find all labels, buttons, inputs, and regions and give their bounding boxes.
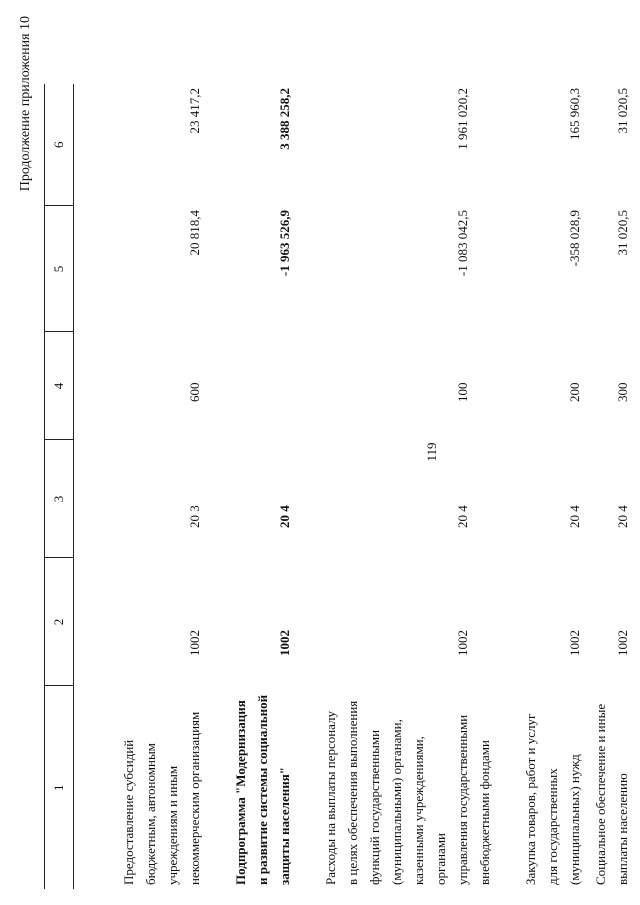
table-body bbox=[74, 84, 635, 889]
cell-name-line: Подпрограмма "Модернизация bbox=[233, 700, 248, 885]
cell-amount-total: 165 960,3 bbox=[567, 88, 582, 140]
cell-name-line: (муниципальных) нужд bbox=[567, 754, 582, 885]
continuation-label: Продолжение приложения 10 bbox=[18, 16, 33, 192]
cell-amount-total: 3 388 258,2 bbox=[277, 88, 292, 150]
cell-name-line: учреждениям и иным bbox=[165, 765, 180, 885]
cell-amount-change: -1 083 042,5 bbox=[455, 210, 470, 277]
cell-target-code: 20 4 bbox=[455, 505, 470, 528]
cell-name-line: бюджетным, автономным bbox=[143, 743, 158, 885]
cell-name-line: казенными учреждениями, органами bbox=[411, 736, 448, 885]
cell-name-line: (муниципальными) органами, bbox=[389, 719, 404, 885]
cell-section-code: 1002 bbox=[455, 630, 470, 656]
cell-name bbox=[296, 686, 496, 889]
cell-section-code: 1002 bbox=[277, 630, 292, 656]
header-col-5: 5 bbox=[45, 206, 74, 332]
cell-amount-change: 20 818,4 bbox=[187, 210, 202, 256]
cell-target-code: 20 3 bbox=[187, 505, 202, 528]
cell-name-line: защиты населения" bbox=[277, 767, 292, 885]
cell-expense-type bbox=[206, 332, 296, 440]
cell-name bbox=[586, 686, 634, 889]
cell-amount-total: 31 020,5 bbox=[615, 88, 630, 134]
cell-name bbox=[74, 686, 207, 889]
header-col-3: 3 bbox=[45, 440, 74, 558]
header-col-2: 2 bbox=[45, 558, 74, 686]
cell-expense-type: 600 bbox=[187, 382, 202, 402]
cell-target-code: 20 4 bbox=[615, 505, 630, 528]
table-row bbox=[206, 84, 296, 889]
cell-amount-change: -358 028,9 bbox=[567, 210, 582, 267]
cell-section-code: 1002 bbox=[615, 630, 630, 656]
cell-name-line: Закупка товаров, работ и услуг bbox=[523, 713, 538, 885]
cell-name-line: выплаты населению bbox=[615, 773, 630, 885]
cell-expense-type: 300 bbox=[615, 382, 630, 402]
cell-name-line: Предоставление субсидий bbox=[121, 739, 136, 885]
cell-name-line: функций государственными bbox=[367, 729, 382, 885]
cell-name-line: внебюджетными фондами bbox=[477, 740, 492, 885]
header-col-4: 4 bbox=[45, 332, 74, 440]
cell-amount-total: 23 417,2 bbox=[187, 88, 202, 134]
table-row bbox=[74, 84, 207, 889]
page-number: 119 bbox=[424, 442, 439, 462]
cell-name-line: Расходы на выплаты персоналу bbox=[323, 710, 338, 885]
cell-name-line: Социальное обеспечение и иные bbox=[593, 703, 608, 885]
cell-name-line: и развитие системы социальной bbox=[255, 694, 270, 885]
cell-expense-type: 200 bbox=[567, 382, 582, 402]
cell-target-code: 20 4 bbox=[567, 505, 582, 528]
cell-name-line: управления государственными bbox=[455, 714, 470, 885]
table-row bbox=[586, 84, 634, 889]
cell-name bbox=[206, 686, 296, 889]
table-row bbox=[496, 84, 586, 889]
cell-target-code: 20 4 bbox=[277, 505, 292, 528]
cell-amount-total: 1 961 020,2 bbox=[455, 88, 470, 150]
cell-name-line: для государственных bbox=[545, 768, 560, 885]
budget-table bbox=[44, 84, 634, 889]
cell-section-code: 1002 bbox=[187, 630, 202, 656]
cell-expense-type: 100 bbox=[455, 382, 470, 402]
cell-section-code: 1002 bbox=[567, 630, 582, 656]
cell-amount-change: 31 020,5 bbox=[615, 210, 630, 256]
cell-amount-change: -1 963 526,9 bbox=[277, 210, 292, 277]
table-row bbox=[296, 84, 496, 889]
header-col-6: 6 bbox=[45, 84, 74, 206]
cell-name-line: некоммерческим организациям bbox=[187, 711, 202, 885]
cell-name-line: в целях обеспечения выполнения bbox=[345, 700, 360, 885]
header-col-1: 1 bbox=[45, 686, 74, 889]
header-row bbox=[45, 84, 74, 889]
cell-name bbox=[496, 686, 586, 889]
